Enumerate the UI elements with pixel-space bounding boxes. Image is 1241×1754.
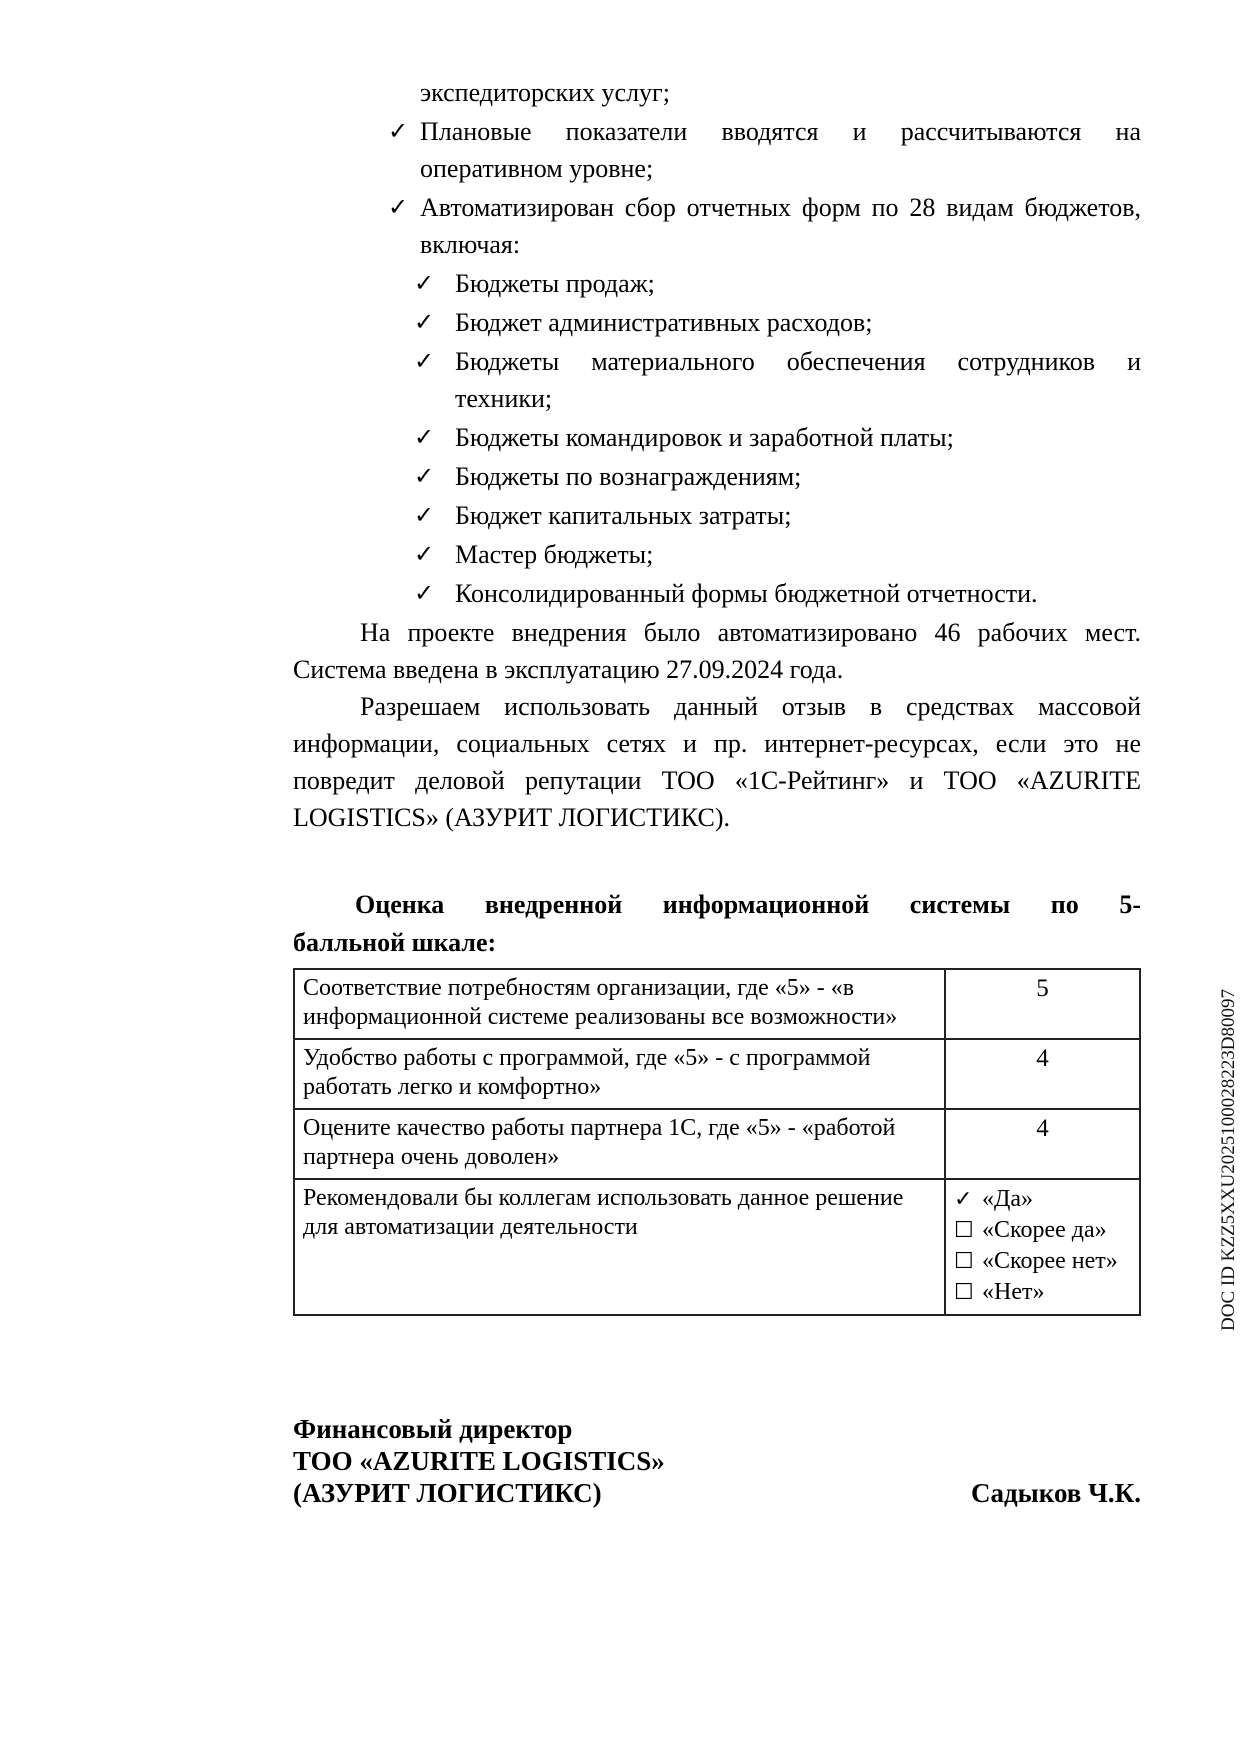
- list-item: [293, 304, 1141, 341]
- checkmark-icon: ✓: [414, 579, 435, 607]
- list-item-text: Консолидированный формы бюджетной отчетности.: [455, 579, 1038, 608]
- paragraph: На проекте внедрения было автоматизировано 46 рабочих мест. Система введена в эксплуатацию 27.09.2024 года.: [293, 618, 1141, 684]
- checkmark-icon: ✓: [388, 117, 409, 145]
- criterion-cell: Рекомендовали бы коллегам использовать данное решение для автоматизации деятельности: [294, 1179, 945, 1315]
- list-item-text: Бюджеты командировок и заработной платы;: [455, 423, 954, 452]
- option-no: [954, 1277, 1133, 1308]
- list-item: [293, 536, 1141, 573]
- table-row: [294, 1039, 1140, 1109]
- signer-title: Финансовый директор: [293, 1414, 573, 1444]
- score-cell: 4: [945, 1039, 1140, 1109]
- paragraph: Разрешаем использовать данный отзыв в средствах массовой информации, социальных сетях и пр. интернет-ресурсах, если это не повредит деловой репутации ТОО «1С-Рейтинг» и ТОО «AZURITE LOGISTICS» (АЗУРИТ ЛОГИСТИКС).: [293, 692, 1141, 832]
- checkbox-empty-icon: ☐: [954, 1280, 974, 1305]
- table-row: [294, 969, 1140, 1039]
- checkmark-icon: ✓: [414, 347, 435, 375]
- rating-table: [293, 968, 1141, 1316]
- list-item-text: Бюджеты продаж;: [455, 269, 655, 298]
- list-item: [293, 497, 1141, 534]
- list-item-text: Автоматизирован сбор отчетных форм по 28 видам бюджетов, включая:: [420, 193, 1141, 259]
- score-cell: 4: [945, 1109, 1140, 1179]
- criterion-cell: Соответствие потребностям организации, где «5» - «в информационной системе реализованы все возможности»: [294, 969, 945, 1039]
- checkbox-empty-icon: ☐: [954, 1218, 974, 1243]
- rating-section-heading: [293, 886, 1141, 962]
- checkmark-icon: ✓: [954, 1187, 973, 1212]
- option-yes: [954, 1184, 1133, 1215]
- table-row: [294, 1179, 1140, 1315]
- checkmark-icon: ✓: [414, 462, 435, 490]
- table-row: [294, 1109, 1140, 1179]
- list-item: [293, 575, 1141, 612]
- list-item-continuation: экспедиторских услуг;: [420, 78, 670, 107]
- criterion-cell: Удобство работы с программой, где «5» - с программой работать легко и комфортно»: [294, 1039, 945, 1109]
- checkmark-icon: ✓: [414, 501, 435, 529]
- list-item: [293, 458, 1141, 495]
- heading-line: Оценка внедренной информационной системы по 5-: [355, 890, 1141, 919]
- checkmark-icon: ✓: [414, 269, 435, 297]
- list-item: [293, 113, 1141, 187]
- list-item-text: Мастер бюджеты;: [455, 540, 654, 569]
- checkmark-icon: ✓: [388, 193, 409, 221]
- list-item: [293, 189, 1141, 263]
- list-item-text: Бюджеты по вознаграждениям;: [455, 462, 802, 491]
- checkmark-icon: ✓: [414, 423, 435, 451]
- checkmark-icon: ✓: [414, 308, 435, 336]
- signer-company: ТОО «AZURITE LOGISTICS»: [293, 1446, 665, 1476]
- list-item-text: Плановые показатели вводятся и рассчитываются на оперативном уровне;: [420, 117, 1141, 183]
- option-label: «Скорее да»: [982, 1217, 1107, 1243]
- list-item: [293, 343, 1141, 417]
- checkbox-empty-icon: ☐: [954, 1249, 974, 1274]
- criterion-cell: Оцените качество работы партнера 1С, где «5» - «работой партнера очень доволен»: [294, 1109, 945, 1179]
- recommend-options-cell: [945, 1179, 1140, 1315]
- list-item-text: Бюджеты материального обеспечения сотрудников и техники;: [455, 347, 1141, 413]
- list-item-text: Бюджет административных расходов;: [455, 308, 873, 337]
- list-item: [293, 265, 1141, 302]
- signer-name: Садыков Ч.К.: [971, 1478, 1141, 1508]
- heading-line: балльной шкале:: [293, 928, 497, 957]
- document-body: [293, 74, 1141, 1509]
- signature-block: [293, 1413, 1141, 1509]
- list-item: [293, 419, 1141, 456]
- option-label: «Скорее нет»: [982, 1248, 1118, 1274]
- checkmark-icon: ✓: [414, 540, 435, 568]
- signer-company-ru: (АЗУРИТ ЛОГИСТИКС): [293, 1478, 602, 1508]
- doc-id-vertical-label: DOC ID KZZ5XXU2025100028223D80097: [1218, 989, 1239, 1331]
- list-item-text: Бюджет капитальных затраты;: [455, 501, 792, 530]
- signature-row: [293, 1477, 1141, 1509]
- option-rather-no: [954, 1246, 1133, 1277]
- option-rather-yes: [954, 1215, 1133, 1246]
- option-label: «Да»: [982, 1186, 1034, 1212]
- score-cell: 5: [945, 969, 1140, 1039]
- option-label: «Нет»: [982, 1279, 1045, 1305]
